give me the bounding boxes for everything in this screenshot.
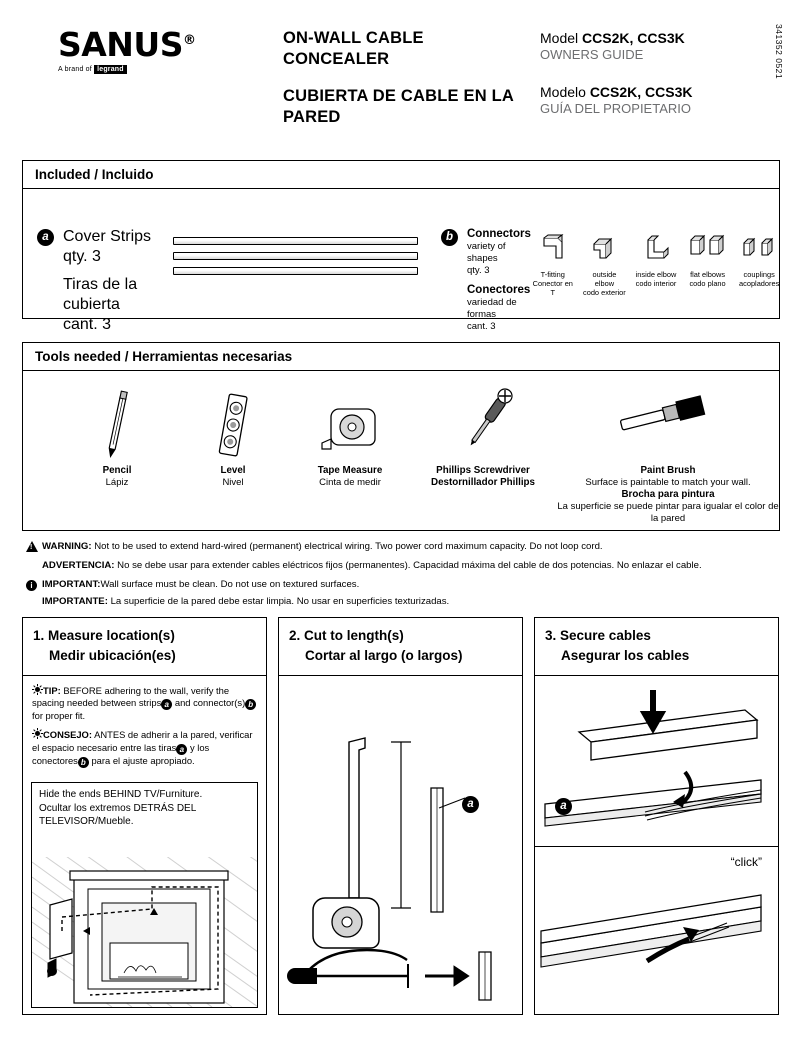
notice-important-text: Wall surface must be clean. Do not use on textured surfaces. bbox=[100, 578, 360, 590]
badge-a-icon: a bbox=[37, 229, 54, 246]
connector-couplings-label-es: acopladores bbox=[739, 278, 780, 288]
step-1-heading bbox=[23, 618, 266, 676]
tool-paint-brush-note-es: La superficie se puede pintar para igualar el color de la pared bbox=[557, 501, 779, 525]
product-title bbox=[283, 28, 523, 128]
connector-flat-elbows-label-es: codo plano bbox=[689, 278, 726, 288]
tool-level bbox=[183, 387, 283, 489]
document-code: 341352 0521 bbox=[774, 24, 784, 80]
step-3 bbox=[534, 617, 779, 1015]
legrand-logo: legrand bbox=[94, 65, 127, 74]
included-item-b-text bbox=[467, 227, 537, 333]
cover-strip bbox=[173, 267, 418, 275]
cover-strips-qty-es: cant. 3 bbox=[63, 316, 112, 333]
step-3-heading bbox=[535, 618, 778, 676]
connector-flat-elbows-label-en: flat elbows bbox=[690, 270, 726, 279]
included-item-a-text bbox=[63, 227, 173, 335]
click-label: “click” bbox=[730, 855, 762, 869]
notice-warning-text: Not to be used to extend hard-wired (permanent) electrical wiring. Two power cord maximum capacity. Do not loop cord. bbox=[94, 541, 603, 552]
connector-couplings bbox=[737, 227, 781, 298]
tip-text-es-1: ANTES de adherir a la pared, verificar el espacio necesario entre las tiras bbox=[32, 729, 253, 753]
cover-strip bbox=[173, 237, 418, 245]
included-heading: Included / Incluido bbox=[23, 161, 779, 189]
notices-section bbox=[26, 540, 778, 611]
connector-tee-label-en: T-fitting bbox=[540, 270, 565, 279]
flat-elbow-icon bbox=[686, 227, 730, 271]
notice-importante-label: IMPORTANTE: bbox=[42, 595, 108, 607]
tip-text-es-2: y los conectores bbox=[32, 741, 210, 766]
connector-outside-elbow-label-es: codo exterior bbox=[583, 287, 626, 297]
step-1-title-es: Medir ubicación(es) bbox=[49, 647, 176, 663]
cover-strips-qty-en: qty. 3 bbox=[63, 248, 101, 265]
connectors-label-es: Conectores bbox=[467, 284, 531, 296]
tool-pencil-label-es: Lápiz bbox=[105, 477, 129, 489]
logo-sub: A brand of legrand bbox=[58, 65, 248, 74]
notice-advertencia bbox=[26, 559, 778, 573]
connectors-qty-en: qty. 3 bbox=[467, 265, 490, 277]
connectors-desc-en: variety of shapes bbox=[467, 241, 506, 265]
tool-paint-brush-label-es: Brocha para pintura bbox=[621, 489, 715, 501]
tee-fitting-icon bbox=[531, 227, 575, 271]
tool-phillips-screwdriver bbox=[403, 387, 563, 489]
product-title-es: CUBIERTA DE CABLE EN LA PARED bbox=[283, 87, 514, 126]
tool-phillips-label-en: Phillips Screwdriver bbox=[436, 465, 530, 476]
tip-es bbox=[32, 728, 257, 767]
logo-wordmark: SANUS® bbox=[58, 25, 196, 64]
step-3-title-es: Asegurar los cables bbox=[561, 647, 690, 663]
notice-warning bbox=[26, 540, 778, 557]
connector-flat-elbows bbox=[686, 227, 730, 298]
connectors-qty-es: cant. 3 bbox=[467, 321, 496, 333]
badge-a-icon: a bbox=[161, 699, 172, 710]
notice-important-label: IMPORTANT: bbox=[42, 578, 101, 590]
tip-text-en-1: BEFORE adhering to the wall, verify the spacing needed between strips bbox=[32, 685, 230, 709]
step-2-title-es: Cortar al largo (o largos) bbox=[305, 647, 463, 663]
tip-sun-icon bbox=[32, 684, 43, 695]
notice-importante bbox=[26, 595, 778, 609]
connector-inside-elbow-label-es: codo interior bbox=[635, 278, 677, 288]
steps-section bbox=[22, 617, 780, 1015]
tool-paint-brush bbox=[553, 387, 783, 525]
connector-types-row bbox=[531, 227, 781, 298]
notice-importante-text: La superficie de la pared debe estar limpia. No usar en superficies texturizadas. bbox=[110, 595, 450, 607]
tip-en bbox=[32, 684, 257, 722]
step-3-title-en: Secure cables bbox=[560, 628, 651, 643]
page-header bbox=[0, 0, 802, 126]
pencil-icon bbox=[67, 387, 167, 465]
step-1-number: 1. bbox=[33, 628, 45, 643]
brand-logo bbox=[58, 25, 248, 74]
badge-a-icon: a bbox=[176, 744, 187, 755]
tool-level-label-en: Level bbox=[220, 465, 246, 476]
tool-tape-measure-label-en: Tape Measure bbox=[317, 465, 383, 476]
tool-level-label-es: Nivel bbox=[222, 477, 244, 489]
tools-section bbox=[22, 342, 780, 531]
step-2-number: 2. bbox=[289, 628, 301, 643]
badge-a-icon: a bbox=[555, 798, 572, 815]
tape-measure-icon bbox=[295, 387, 405, 465]
model-info bbox=[540, 29, 750, 118]
step-3-illustration-bottom bbox=[535, 846, 778, 1011]
tip-text-es-3: para el ajuste apropiado. bbox=[91, 754, 195, 766]
connector-outside-elbow bbox=[583, 227, 627, 298]
step-1 bbox=[22, 617, 267, 1015]
click-close-drawing bbox=[535, 847, 778, 1011]
tool-tape-measure bbox=[295, 387, 405, 489]
badge-b-icon: b bbox=[441, 229, 458, 246]
connector-couplings-label-en: couplings bbox=[743, 270, 775, 279]
step-1-illustration bbox=[31, 782, 258, 1008]
notice-warning-label: WARNING: bbox=[42, 541, 92, 552]
connector-tee-label-es: Conector en T bbox=[532, 278, 573, 297]
cover-strips-label-en: Cover Strips bbox=[63, 228, 152, 245]
important-circle-icon: i bbox=[26, 578, 42, 593]
tools-heading: Tools needed / Herramientas necesarias bbox=[23, 343, 779, 371]
paint-brush-icon bbox=[553, 387, 783, 465]
connector-tee bbox=[531, 227, 575, 298]
connector-outside-elbow-label-en: outside elbow bbox=[592, 270, 617, 288]
tools-body bbox=[23, 371, 779, 529]
phillips-screwdriver-icon bbox=[403, 387, 563, 465]
tool-pencil bbox=[67, 387, 167, 489]
tip-label-en: TIP: bbox=[43, 685, 61, 696]
step-2-illustration bbox=[279, 676, 522, 1012]
step-3-number: 3. bbox=[545, 628, 557, 643]
step-2-heading bbox=[279, 618, 522, 676]
tool-phillips-label-es: Destornillador Phillips bbox=[431, 477, 535, 489]
cover-strip bbox=[173, 252, 418, 260]
connector-inside-elbow-label-en: inside elbow bbox=[635, 270, 677, 279]
outside-elbow-icon bbox=[583, 227, 627, 271]
badge-b-icon: b bbox=[78, 757, 89, 768]
cut-to-length-drawing bbox=[279, 676, 522, 1012]
step-1-tips bbox=[23, 676, 266, 778]
tool-paint-brush-note-en: Surface is paintable to match your wall. bbox=[585, 477, 751, 489]
step-2 bbox=[278, 617, 523, 1015]
owners-guide-label-en: OWNERS GUIDE bbox=[540, 47, 644, 63]
warning-triangle-icon bbox=[26, 540, 42, 557]
product-title-en: ON-WALL CABLE CONCEALER bbox=[283, 29, 424, 68]
model-es: Modelo CCS2K, CCS3K bbox=[540, 84, 693, 101]
coupling-icon bbox=[737, 227, 781, 271]
tool-pencil-label-en: Pencil bbox=[102, 465, 132, 476]
tip-sun-icon bbox=[32, 728, 43, 739]
step-1-title-en: Measure location(s) bbox=[48, 628, 175, 643]
tip-label-es: CONSEJO: bbox=[43, 729, 92, 741]
owners-guide-label-es: GUÍA DEL PROPIETARIO bbox=[540, 101, 691, 117]
step-1-caption-en: Hide the ends BEHIND TV/Furniture. bbox=[39, 788, 203, 800]
step-1-caption-es: Ocultar los extremos DETRÁS DEL TELEVISOR/Mueble. bbox=[39, 803, 196, 827]
tip-text-en-3: for proper fit. bbox=[32, 710, 86, 722]
secure-cables-drawing bbox=[535, 676, 778, 846]
level-icon bbox=[183, 387, 283, 465]
badge-b-icon: b bbox=[245, 699, 256, 710]
connector-inside-elbow bbox=[634, 227, 678, 298]
included-body bbox=[23, 189, 780, 333]
tool-paint-brush-label-en: Paint Brush bbox=[640, 465, 696, 476]
cover-strips-illustration bbox=[173, 237, 418, 282]
step-2-title-en: Cut to length(s) bbox=[304, 628, 404, 643]
tip-text-en-2: and connector(s) bbox=[174, 697, 246, 709]
connectors-label-en: Connectors bbox=[467, 228, 531, 240]
connectors-desc-es: variedad de formas bbox=[467, 297, 517, 321]
fireplace-tv-drawing bbox=[32, 857, 258, 1007]
included-item-b-badge bbox=[441, 227, 458, 246]
badge-a-icon: a bbox=[462, 796, 479, 813]
included-section bbox=[22, 160, 780, 333]
notice-advertencia-text: No se debe usar para extender cables eléctricos fijos (permanentes). Capacidad máxima del cable de dos potencias. No enlazar el cable. bbox=[117, 559, 702, 571]
notice-advertencia-label: ADVERTENCIA: bbox=[42, 559, 115, 571]
tool-tape-measure-label-es: Cinta de medir bbox=[319, 477, 381, 489]
step-3-illustration-top bbox=[535, 676, 778, 846]
cover-strips-label-es: Tiras de la cubierta bbox=[63, 276, 138, 313]
model-en: Model CCS2K, CCS3K bbox=[540, 30, 685, 46]
notice-important bbox=[26, 578, 778, 593]
inside-elbow-icon bbox=[634, 227, 678, 271]
